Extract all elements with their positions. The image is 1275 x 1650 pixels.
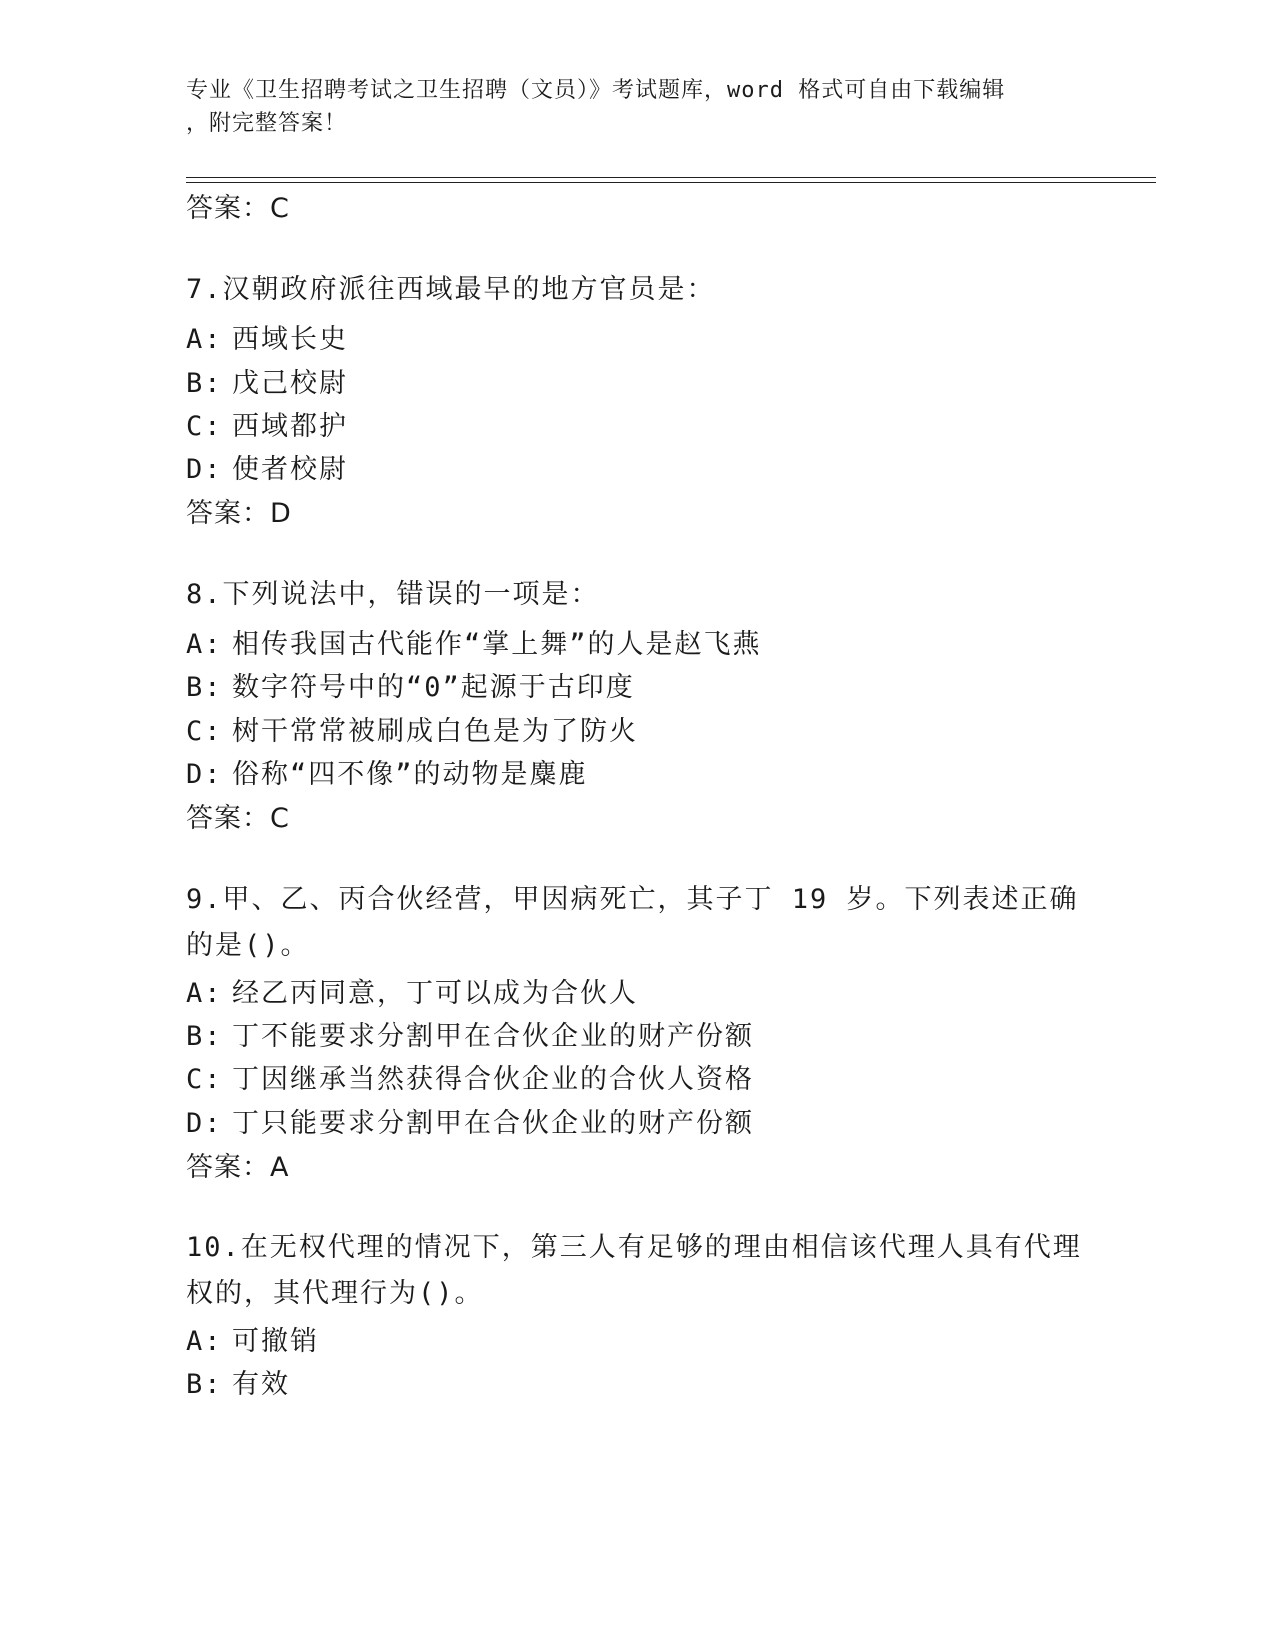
question-9: 9.甲、乙、丙合伙经营，甲因病死亡，其子丁 19 岁。下列表述正确的是()。 [186, 884, 1079, 961]
answer-label: 答案： [186, 498, 270, 529]
option-text: 西域都护 [232, 411, 348, 442]
q7-option-c [186, 404, 348, 443]
q8-option-b [186, 665, 635, 704]
q7-option-a [186, 317, 348, 356]
q8-option-a [186, 622, 762, 661]
document-header [186, 74, 1066, 140]
option-text: 西域长史 [232, 324, 348, 355]
option-letter: A: [186, 1326, 223, 1357]
option-letter: D: [186, 1108, 223, 1139]
option-letter: A: [186, 629, 223, 660]
option-letter: A: [186, 978, 223, 1009]
option-text: 经乙丙同意，丁可以成为合伙人 [232, 978, 638, 1009]
option-text: 树干常常被刷成白色是为了防火 [232, 716, 638, 747]
answer-line-prev [186, 186, 290, 225]
question-7: 7.汉朝政府派往西域最早的地方官员是： [186, 274, 716, 305]
option-letter: D: [186, 759, 223, 790]
answer-value: A [270, 1152, 290, 1183]
question-8: 8.下列说法中，错误的一项是： [186, 579, 600, 610]
answer-value: C [270, 193, 290, 224]
q9-option-d [186, 1101, 754, 1140]
q7-answer [186, 491, 292, 530]
header-line-1: 专业《卫生招聘考试之卫生招聘（文员）》考试题库，word 格式可自由下载编辑 [186, 78, 1006, 103]
option-letter: B: [186, 672, 223, 703]
answer-label: 答案： [186, 803, 270, 834]
q7-option-d [186, 447, 348, 486]
option-text: 相传我国古代能作“掌上舞”的人是赵飞燕 [232, 629, 762, 660]
q9-answer [186, 1145, 289, 1184]
option-text: 使者校尉 [232, 454, 348, 485]
answer-label: 答案： [186, 1152, 270, 1183]
answer-label: 答案： [186, 193, 270, 224]
q9-option-a [186, 971, 638, 1010]
option-text: 数字符号中的“0”起源于古印度 [232, 672, 635, 703]
option-letter: D: [186, 454, 223, 485]
header-divider-bottom [186, 182, 1156, 183]
q8-option-d [186, 752, 588, 791]
header-divider-top [186, 177, 1156, 178]
q8-option-c [186, 709, 638, 748]
question-10: 10.在无权代理的情况下，第三人有足够的理由相信该代理人具有代理权的，其代理行为()。 [186, 1232, 1082, 1309]
option-text: 丁只能要求分割甲在合伙企业的财产份额 [232, 1108, 754, 1139]
option-letter: B: [186, 368, 223, 399]
option-letter: A: [186, 324, 223, 355]
option-letter: C: [186, 716, 223, 747]
option-text: 丁因继承当然获得合伙企业的合伙人资格 [232, 1064, 754, 1095]
option-text: 可撤销 [232, 1326, 319, 1357]
q8-answer [186, 796, 290, 835]
answer-value: D [270, 498, 292, 529]
option-letter: B: [186, 1021, 223, 1052]
option-text: 有效 [232, 1369, 290, 1400]
header-line-2: ，附完整答案！ [186, 111, 348, 136]
option-letter: C: [186, 411, 223, 442]
q9-option-c [186, 1057, 754, 1096]
q10-option-a [186, 1319, 319, 1358]
q7-option-b [186, 361, 348, 400]
option-letter: C: [186, 1064, 223, 1095]
option-text: 丁不能要求分割甲在合伙企业的财产份额 [232, 1021, 754, 1052]
answer-value: C [270, 803, 290, 834]
q10-option-b [186, 1362, 290, 1401]
option-text: 俗称“四不像”的动物是麋鹿 [232, 759, 588, 790]
option-letter: B: [186, 1369, 223, 1400]
q9-option-b [186, 1014, 754, 1053]
option-text: 戊己校尉 [232, 368, 348, 399]
